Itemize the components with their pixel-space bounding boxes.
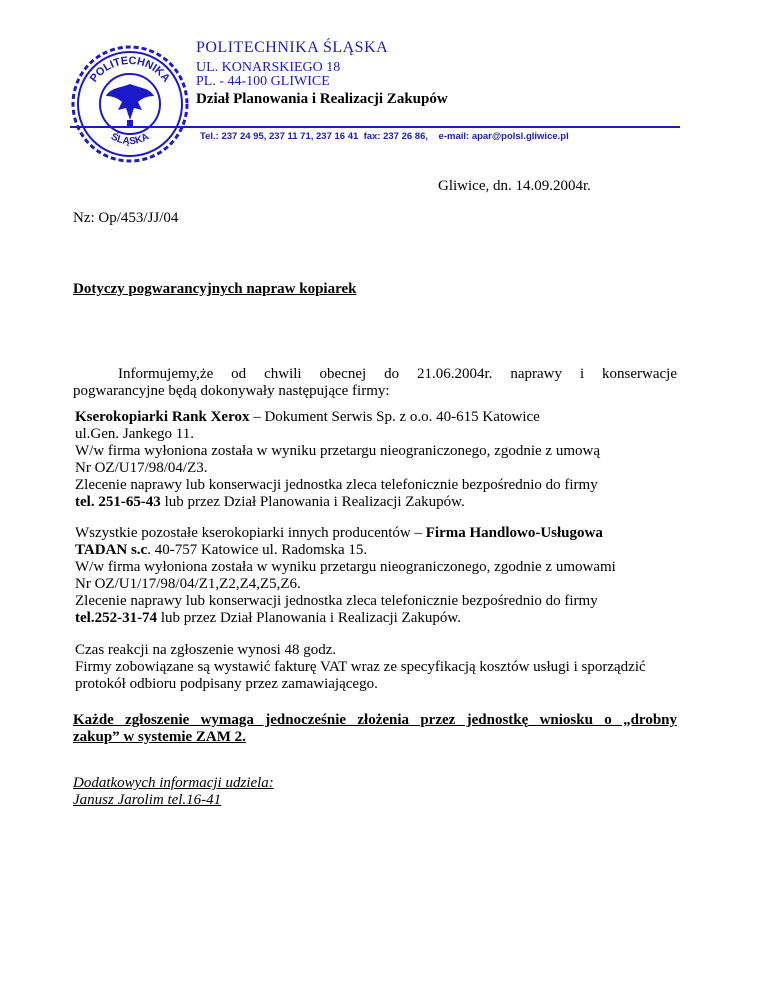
xerox-phone-rest: lub przez Dział Planowania i Realizacji Zakupów. bbox=[160, 494, 465, 510]
document-date: Gliwice, dn. 14.09.2004r. bbox=[438, 178, 591, 194]
intro-line-2: pogwarancyjne będą dokonywały następujące firmy: bbox=[73, 383, 390, 399]
xerox-order-info: Zlecenie naprawy lub konserwacji jednostka zleca telefonicznie bezpośrednio do firmy bbox=[75, 477, 598, 493]
terms-paragraph bbox=[75, 642, 685, 693]
tadan-address: . 40-757 Katowice ul. Radomska 15. bbox=[147, 542, 368, 558]
city-address: PL. - 44-100 GLIWICE bbox=[196, 74, 330, 89]
notice-line-2: zakup” w systemie ZAM 2. bbox=[73, 729, 246, 745]
contact-person-label: Dodatkowych informacji udziela: bbox=[73, 775, 274, 791]
notice-line-1: Każde zgłoszenie wymaga jednocześnie złożenia przez jednostkę wniosku o „drobny bbox=[73, 712, 677, 728]
xerox-street: ul.Gen. Jankego 11. bbox=[75, 426, 195, 442]
university-seal-logo bbox=[70, 44, 190, 164]
tadan-contract: Nr OZ/U1/17/98/04/Z1,Z2,Z4,Z5,Z6. bbox=[75, 576, 301, 592]
tadan-phone-rest: lub przez Dział Planowania i Realizacji Zakupów. bbox=[157, 610, 461, 626]
contact-person-name: Janusz Jarolim tel.16-41 bbox=[73, 792, 222, 808]
reference-number: Nz: Op/453/JJ/04 bbox=[73, 210, 179, 226]
department-name: Dział Planowania i Realizacji Zakupów bbox=[196, 91, 448, 107]
street-address: UL. KONARSKIEGO 18 bbox=[196, 60, 341, 75]
header-divider bbox=[70, 126, 680, 128]
tadan-tender: W/w firma wyłoniona została w wyniku przetargu nieograniczonego, zgodnie z umowami bbox=[75, 559, 616, 575]
tadan-phone-line bbox=[75, 610, 685, 627]
xerox-phone: tel. 251-65-43 bbox=[75, 494, 161, 510]
tadan-order-info: Zlecenie naprawy lub konserwacji jednostka zleca telefonicznie bezpośrednio do firmy bbox=[75, 593, 598, 609]
subject-line: Dotyczy pogwarancyjnych napraw kopiarek bbox=[73, 281, 357, 297]
tadan-firm-name: Firma Handlowo-Usługowa bbox=[425, 525, 603, 541]
protocol-requirement: protokół odbioru podpisany przez zamawiającego. bbox=[75, 676, 378, 692]
xerox-line-1 bbox=[75, 409, 685, 426]
tadan-phone: tel.252-31-74 bbox=[75, 610, 158, 626]
intro-line-1: Informujemy,że od chwili obecnej do 21.06.2004r. naprawy i konserwacje bbox=[118, 366, 677, 382]
response-time: Czas reakcji na zgłoszenie wynosi 48 godz. bbox=[75, 642, 337, 658]
xerox-tender: W/w firma wyłoniona została w wyniku przetargu nieograniczonego, zgodnie z umową bbox=[75, 443, 600, 459]
xerox-brand: Kserokopiarki Rank Xerox bbox=[75, 409, 250, 425]
xerox-phone-line bbox=[75, 494, 685, 511]
invoice-requirement: Firmy zobowiązane są wystawić fakturę VAT wraz ze specyfikacją kosztów usługi i sporządzić bbox=[75, 659, 646, 675]
contact-line: Tel.: 237 24 95, 237 11 71, 237 16 41 fax: 237 26 86, e-mail: apar@polsl.gliwice.pl bbox=[200, 131, 569, 142]
tadan-line-2 bbox=[75, 542, 685, 559]
intro-paragraph bbox=[73, 366, 677, 400]
svg-text:POLITECHNIKA: POLITECHNIKA bbox=[87, 54, 173, 85]
notice-paragraph bbox=[73, 712, 677, 746]
xerox-contract: Nr OZ/U17/98/04/Z3. bbox=[75, 460, 208, 476]
svg-text:ŚLĄSKA: ŚLĄSKA bbox=[108, 131, 152, 148]
xerox-company: – Dokument Serwis Sp. z o.o. 40-615 Katowice bbox=[249, 409, 540, 425]
tadan-service-paragraph bbox=[75, 525, 685, 627]
tadan-line-1 bbox=[75, 525, 685, 542]
xerox-service-paragraph bbox=[75, 409, 685, 511]
tadan-firm-short: TADAN s.c bbox=[75, 542, 148, 558]
contact-person-paragraph bbox=[73, 775, 274, 809]
institution-name: POLITECHNIKA ŚLĄSKA bbox=[196, 39, 389, 56]
tadan-intro: Wszystkie pozostałe kserokopiarki innych producentów – bbox=[75, 525, 426, 541]
